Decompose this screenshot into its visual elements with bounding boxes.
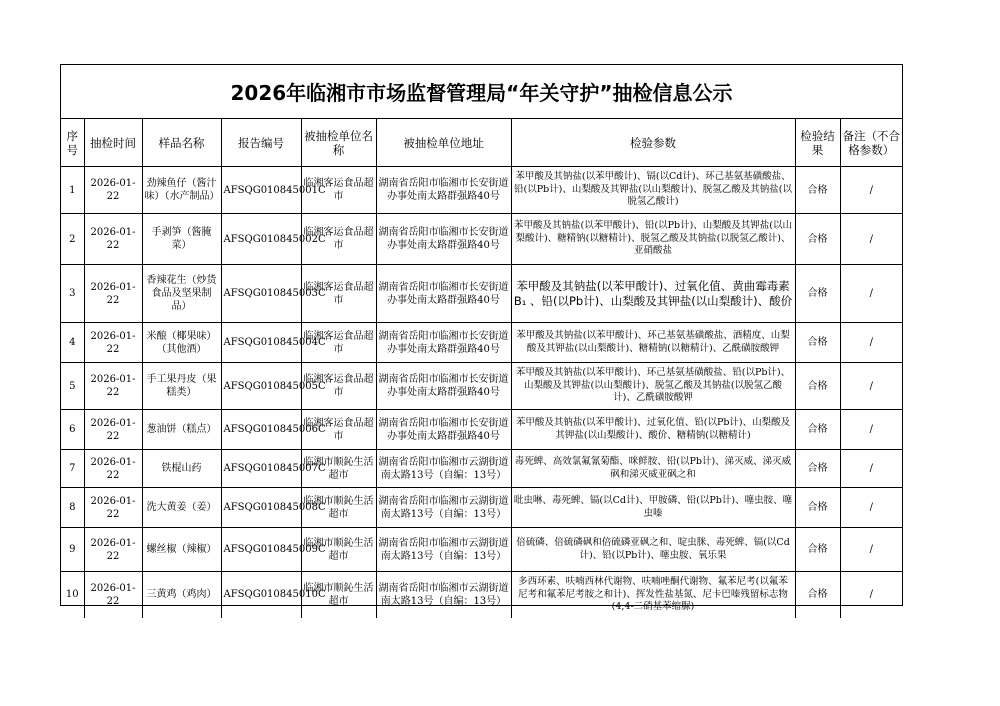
cell-text-report: AFSQG010845009C (223, 544, 326, 555)
table-header-row (61, 119, 902, 167)
header-report: 报告编号 (221, 119, 301, 167)
cell-report (221, 265, 326, 323)
cell-sample (142, 167, 221, 214)
cell-sample (142, 214, 221, 265)
cell-sample (142, 323, 221, 363)
cell-seq (61, 323, 84, 363)
cell-params (511, 214, 795, 265)
cell-params (511, 528, 795, 572)
cell-text-address: 湖南省岳阳市临湘市云湖街道南太路13号（自编：13号） (378, 582, 509, 607)
cell-text-params: 苯甲酸及其钠盐(以苯甲酸计)、环己基氨基磺酸盐、酒精度、山梨酸及其钾盐(以山梨酸计)、糖精钠(以糖精计)、乙酰磺胺酸钾 (516, 330, 790, 354)
cell-date (84, 410, 142, 450)
cell-address (376, 323, 511, 363)
cell-text-report: AFSQG010845002C (223, 233, 326, 245)
cell-sample (142, 488, 221, 528)
header-seq: 序号 (61, 119, 84, 167)
cell-text-note: / (869, 589, 873, 601)
cell-address (376, 528, 511, 572)
cell-text-address: 湖南省岳阳市临湘市长安街道办事处南太路群强路40号 (378, 227, 509, 251)
table-row (61, 323, 902, 363)
cell-text-date: 2026-01-22 (90, 537, 136, 562)
cell-text-note: / (869, 463, 873, 474)
cell-note (840, 363, 902, 410)
cell-seq (61, 167, 84, 214)
table-row (61, 528, 902, 572)
cell-address (376, 265, 511, 323)
cell-note (840, 167, 902, 214)
cell-report (221, 410, 326, 450)
cell-text-sample: 香辣花生（炒货食品及坚果制品） (146, 275, 217, 312)
cell-text-report: AFSQG010845008C (223, 502, 326, 513)
cell-text-sample: 三黄鸡（鸡肉） (146, 589, 217, 601)
page-title: 2026年临湘市市场监督管理局“年关守护”抽检信息公示 (61, 65, 902, 119)
cell-result (795, 410, 840, 450)
cell-report (221, 488, 326, 528)
cell-text-result: 合格 (807, 424, 828, 435)
cell-text-sample: 螺丝椒（辣椒） (146, 544, 217, 555)
cell-date (84, 450, 142, 488)
table-row (61, 488, 902, 528)
cell-text-seq: 5 (69, 380, 76, 392)
cell-text-result: 合格 (807, 589, 828, 601)
cell-date (84, 363, 142, 410)
cell-text-result: 合格 (807, 380, 828, 392)
cell-text-params: 倍硫磷、倍硫磷砜和倍硫磷亚砜之和、啶虫脒、毒死蜱、镉(以Cd计)、铅(以Pb计)、噻虫胺、氧乐果 (516, 537, 790, 561)
cell-date (84, 167, 142, 214)
cell-text-result: 合格 (807, 463, 828, 474)
cell-text-note: / (869, 337, 873, 348)
table-row (61, 572, 902, 618)
cell-address (376, 450, 511, 488)
cell-params (511, 572, 795, 618)
cell-result (795, 450, 840, 488)
header-note: 备注（不合格参数） (840, 119, 902, 167)
cell-unit (301, 572, 376, 618)
cell-sample (142, 572, 221, 618)
cell-note (840, 265, 902, 323)
cell-sample (142, 363, 221, 410)
cell-text-unit: 临湘客运食品超市 (303, 178, 374, 202)
cell-text-report: AFSQG010845003C (223, 288, 326, 299)
cell-note (840, 572, 902, 618)
cell-text-address: 湖南省岳阳市临湘市云湖街道南太路13号（自编：13号） (378, 495, 509, 520)
cell-seq (61, 528, 84, 572)
cell-text-unit: 临湘客运食品超市 (303, 417, 374, 442)
header-sample: 样品名称 (142, 119, 221, 167)
cell-text-sample: 葱油饼（糕点） (146, 424, 217, 435)
cell-report (221, 450, 326, 488)
cell-text-seq: 1 (69, 184, 76, 196)
cell-note (840, 214, 902, 265)
cell-text-report: AFSQG010845007C (223, 463, 326, 474)
cell-address (376, 572, 511, 618)
cell-result (795, 528, 840, 572)
cell-text-note: / (869, 380, 873, 392)
cell-params (511, 167, 795, 214)
cell-text-seq: 2 (69, 233, 76, 245)
cell-text-result: 合格 (807, 233, 828, 245)
inspection-table (61, 119, 902, 618)
cell-result (795, 488, 840, 528)
cell-text-unit: 临湘市顺鈊生活超市 (303, 537, 374, 562)
cell-report (221, 363, 326, 410)
cell-text-result: 合格 (807, 288, 828, 299)
cell-note (840, 323, 902, 363)
cell-seq (61, 214, 84, 265)
table-row (61, 265, 902, 323)
table-row (61, 450, 902, 488)
cell-text-note: / (869, 184, 873, 196)
cell-text-seq: 4 (69, 337, 76, 348)
cell-text-date: 2026-01-22 (90, 417, 136, 442)
cell-text-sample: 铁棍山药 (161, 463, 202, 474)
cell-seq (61, 572, 84, 618)
table-row (61, 363, 902, 410)
cell-text-address: 湖南省岳阳市临湘市长安街道办事处南太路群强路40号 (378, 178, 509, 202)
header-result: 检验结果 (795, 119, 840, 167)
cell-sample (142, 528, 221, 572)
cell-text-params: 苯甲酸及其钠盐(以苯甲酸计)、镉(以Cd计)、环己基氨基磺酸盐、铅(以Pb计)、山梨酸及其钾盐(以山梨酸计)、脱氢乙酸及其钠盐(以脱氢乙酸计) (513, 171, 792, 208)
cell-text-sample: 手工果丹皮（果糕类） (146, 374, 217, 398)
cell-result (795, 323, 840, 363)
cell-report (221, 323, 326, 363)
cell-text-date: 2026-01-22 (90, 330, 136, 355)
table-row (61, 167, 902, 214)
header-date: 抽检时间 (84, 119, 142, 167)
cell-note (840, 528, 902, 572)
cell-text-sample: 劲辣鱼仔（酱汁味）（水产制品） (144, 178, 220, 202)
cell-text-note: / (869, 424, 873, 435)
cell-text-date: 2026-01-22 (90, 227, 136, 251)
cell-text-params: 多西环素、呋喃西林代谢物、呋喃唑酮代谢物、氟苯尼考(以氟苯尼考和氟苯尼考胺之和计)、挥发性盐基氮、尼卡巴嗪残留标志物(4,4-二硝基苯缩脲) (518, 576, 788, 612)
cell-text-note: / (869, 544, 873, 555)
cell-result (795, 363, 840, 410)
cell-text-result: 合格 (807, 544, 828, 555)
cell-text-address: 湖南省岳阳市临湘市长安街道办事处南太路群强路40号 (378, 330, 509, 355)
cell-text-seq: 6 (69, 424, 76, 435)
cell-text-seq: 9 (69, 544, 76, 555)
cell-sample (142, 450, 221, 488)
table-row (61, 214, 902, 265)
cell-text-date: 2026-01-22 (90, 178, 136, 202)
cell-text-report: AFSQG010845004C (223, 337, 326, 348)
cell-seq (61, 265, 84, 323)
cell-text-seq: 7 (69, 463, 76, 474)
cell-text-unit: 临湘客运食品超市 (303, 330, 374, 355)
cell-address (376, 488, 511, 528)
cell-text-address: 湖南省岳阳市临湘市云湖街道南太路13号（自编：13号） (378, 456, 509, 481)
cell-params (511, 265, 795, 323)
cell-text-seq: 8 (69, 502, 76, 513)
cell-text-seq: 10 (65, 589, 79, 601)
cell-text-date: 2026-01-22 (90, 374, 136, 398)
cell-result (795, 572, 840, 618)
cell-text-unit: 临湘客运食品超市 (303, 227, 374, 251)
cell-text-report: AFSQG010845010C (223, 589, 326, 601)
cell-seq (61, 488, 84, 528)
cell-address (376, 214, 511, 265)
cell-text-unit: 临湘客运食品超市 (303, 281, 374, 306)
cell-text-note: / (869, 502, 873, 513)
cell-date (84, 528, 142, 572)
cell-text-params: 吡虫啉、毒死蜱、镉(以Cd计)、甲胺磷、铅(以Pb计)、噻虫胺、噻虫嗪 (513, 495, 793, 519)
cell-text-address: 湖南省岳阳市临湘市长安街道办事处南太路群强路40号 (378, 417, 509, 442)
cell-result (795, 167, 840, 214)
cell-note (840, 410, 902, 450)
cell-text-unit: 临湘市顺鈊生活超市 (303, 495, 374, 520)
cell-params (511, 363, 795, 410)
cell-text-seq: 3 (69, 288, 76, 299)
cell-text-params: 苯甲酸及其钠盐(以苯甲酸计)、过氧化值、铅(以Pb计)、山梨酸及其钾盐(以山梨酸计)、酸价、糖精钠(以糖精计) (515, 417, 791, 441)
cell-text-date: 2026-01-22 (90, 495, 136, 520)
cell-text-date: 2026-01-22 (90, 281, 136, 306)
cell-seq (61, 410, 84, 450)
cell-text-unit: 临湘客运食品超市 (303, 374, 374, 398)
cell-date (84, 265, 142, 323)
cell-text-date: 2026-01-22 (90, 582, 136, 607)
cell-text-unit: 临湘市顺鈊生活超市 (303, 582, 374, 607)
cell-result (795, 265, 840, 323)
cell-address (376, 167, 511, 214)
cell-text-note: / (869, 233, 873, 245)
table-row (61, 410, 902, 450)
cell-params (511, 488, 795, 528)
cell-text-report: AFSQG010845001C (223, 184, 326, 196)
header-address: 被抽检单位地址 (376, 119, 511, 167)
cell-date (84, 572, 142, 618)
cell-text-report: AFSQG010845006C (223, 424, 326, 435)
cell-note (840, 450, 902, 488)
cell-report (221, 572, 326, 618)
cell-date (84, 323, 142, 363)
cell-text-date: 2026-01-22 (90, 456, 136, 481)
cell-sample (142, 410, 221, 450)
cell-text-note: / (869, 288, 873, 299)
cell-date (84, 488, 142, 528)
cell-address (376, 363, 511, 410)
header-unit: 被抽检单位名称 (301, 119, 376, 167)
cell-result (795, 214, 840, 265)
cell-seq (61, 450, 84, 488)
inspection-sheet (60, 64, 903, 612)
cell-text-params: 苯甲酸及其钠盐(以苯甲酸计)、过氧化值、黄曲霉毒素B₁ 、铅(以Pb计)、山梨酸及其钾盐(以山梨酸计)、酸价 (513, 278, 793, 308)
cell-text-params: 苯甲酸及其钠盐(以苯甲酸计)、环己基氨基磺酸盐、铅(以Pb计)、山梨酸及其钾盐(以山梨酸计)、脱氢乙酸及其钠盐(以脱氢乙酸计)、乙酰磺胺酸钾 (515, 367, 791, 404)
cell-sample (142, 265, 221, 323)
cell-text-result: 合格 (807, 184, 828, 196)
cell-date (84, 214, 142, 265)
cell-note (840, 488, 902, 528)
cell-address (376, 410, 511, 450)
cell-text-unit: 临湘市顺鈊生活超市 (303, 456, 374, 481)
cell-report (221, 528, 326, 572)
header-params: 检验参数 (511, 119, 795, 167)
cell-params (511, 450, 795, 488)
cell-text-result: 合格 (807, 337, 828, 348)
cell-text-sample: 手剥笋（酱腌菜） (151, 227, 212, 251)
cell-params (511, 410, 795, 450)
cell-text-address: 湖南省岳阳市临湘市长安街道办事处南太路群强路40号 (378, 281, 509, 306)
cell-seq (61, 363, 84, 410)
cell-text-params: 苯甲酸及其钠盐(以苯甲酸计)、铅(以Pb计)、山梨酸及其钾盐(以山梨酸计)、糖精钠(以糖精计)、脱氢乙酸及其钠盐(以脱氢乙酸计)、亚硝酸盐 (513, 220, 792, 257)
cell-text-address: 湖南省岳阳市临湘市长安街道办事处南太路群强路40号 (378, 374, 509, 398)
cell-report (221, 214, 326, 265)
cell-text-result: 合格 (807, 502, 828, 513)
cell-text-sample: 米酿（椰果味）（其他酒） (146, 330, 217, 355)
cell-text-params: 毒死蜱、高效氯氟氰菊酯、咪鲜胺、铅(以Pb计)、涕灭威、涕灭威砜和涕灭威亚砜之和 (514, 456, 792, 480)
cell-params (511, 323, 795, 363)
cell-text-report: AFSQG010845005C (223, 380, 326, 392)
cell-text-address: 湖南省岳阳市临湘市云湖街道南太路13号（自编：13号） (378, 537, 509, 562)
cell-report (221, 167, 326, 214)
cell-text-sample: 洗大黄姜（姜） (146, 502, 217, 513)
